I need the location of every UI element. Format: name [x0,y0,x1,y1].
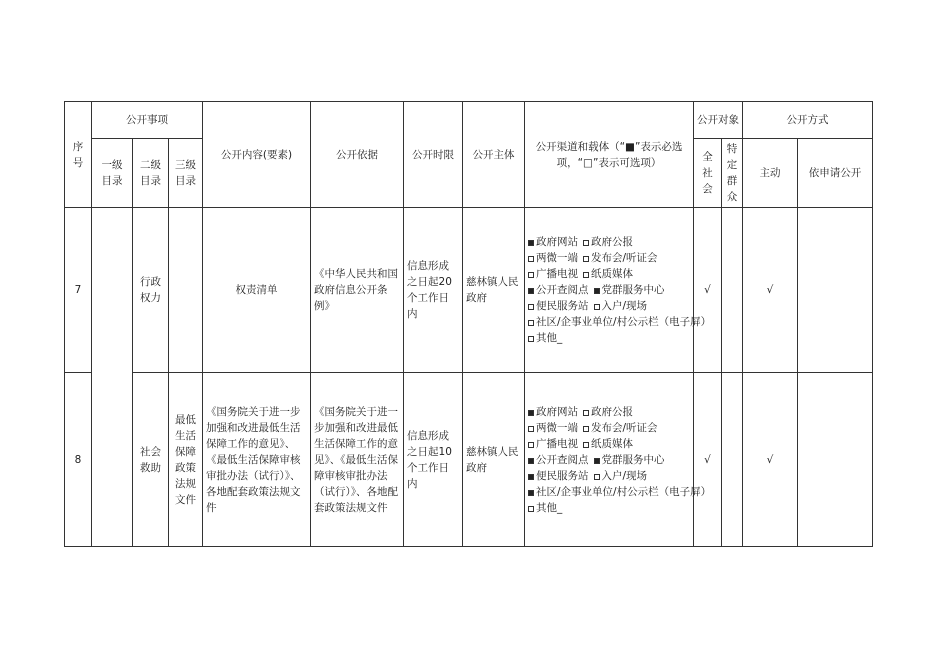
header-target-all: 全社会 [694,139,722,208]
channel-option [528,406,578,418]
unchecked-box-icon [528,336,534,342]
unchecked-box-icon [583,410,589,416]
channel-option [528,422,578,434]
channel-option-label: 党群服务中心 [601,453,665,466]
row-time-limit: 信息形成之日起10个工作日内 [404,373,463,547]
row-seq: 8 [65,373,92,547]
channel-option [594,300,648,312]
header-subject: 公开主体 [463,102,525,208]
row-subject: 慈林镇人民政府 [463,373,525,547]
channel-option-label: 发布会/听证会 [591,421,658,434]
table-row [65,373,873,547]
row-channels [525,373,712,547]
channel-option-label: 纸质媒体 [591,437,634,450]
channel-option-label: 公开查阅点 [536,284,589,296]
channel-option [528,438,578,450]
header-method-request: 依申请公开 [798,139,873,208]
channel-option-label: 其他_ [536,501,563,514]
channel-option [528,236,578,248]
row-subject: 慈林镇人民政府 [463,208,525,373]
channel-line [528,330,690,346]
unchecked-box-icon [583,256,589,262]
channel-option [528,316,711,328]
row-basis: 《国务院关于进一步加强和改进最低生活保障工作的意见》、《最低生活保障审核审批办法（试行）》、各地配套政策法规文件 [311,373,404,547]
channel-line [528,234,690,250]
checked-box-icon [594,458,600,464]
checked-box-icon [528,490,534,496]
channel-option-label: 纸质媒体 [591,268,634,280]
unchecked-box-icon [528,272,534,278]
channel-option-label: 党群服务中心 [601,284,665,296]
row-level2: 社会救助 [133,373,169,547]
checked-box-icon [594,288,600,294]
disclosure-table [64,101,873,547]
unchecked-box-icon [528,256,534,262]
channel-option [528,284,589,296]
channel-line [528,298,690,314]
row-channels [525,208,712,373]
checked-box-icon [528,410,534,416]
unchecked-box-icon [528,320,534,326]
channel-option [583,252,658,264]
channel-line [528,468,690,484]
checked-box-icon [528,240,534,246]
channel-option-label: 公开查阅点 [536,453,589,466]
channel-line [528,314,712,330]
channel-option [583,422,658,434]
header-target: 公开对象 [694,102,743,139]
channel-option-label: 社区/企事业单位/村公示栏（电子屏） [536,316,712,328]
channel-option-label: 发布会/听证会 [591,252,658,264]
checked-box-icon [528,458,534,464]
unchecked-box-icon [583,272,589,278]
channel-option-label: 广播电视 [536,268,579,280]
table-row [65,208,873,373]
row-level1 [92,208,133,547]
row-target-all: √ [694,373,722,547]
channel-option [583,406,633,418]
channel-line [528,484,712,500]
row-method-active: √ [743,208,798,373]
channel-option [583,438,633,450]
channel-option-label: 便民服务站 [536,469,589,482]
row-method-active: √ [743,373,798,547]
row-content: 《国务院关于进一步加强和改进最低生活保障工作的意见》、《最低生活保障审核审批办法（试行）》、各地配套政策法规文件 [203,373,311,547]
unchecked-box-icon [583,426,589,432]
channel-option-label: 便民服务站 [536,300,589,312]
row-level2: 行政权力 [133,208,169,373]
header-seq: 序号 [65,102,92,208]
row-time-limit: 信息形成之日起20个工作日内 [404,208,463,373]
header-method-active: 主动 [743,139,798,208]
checked-box-icon [528,474,534,480]
header-row-1 [65,102,873,139]
unchecked-box-icon [528,442,534,448]
channel-option-label: 政府公报 [591,405,634,418]
channel-option [528,470,589,482]
channel-line [528,500,690,516]
unchecked-box-icon [528,426,534,432]
channel-line [528,250,690,266]
channel-option-label: 政府公报 [591,236,634,248]
channel-option-label: 政府网站 [536,236,579,248]
header-method: 公开方式 [743,102,873,139]
channel-option [583,236,633,248]
channel-option [594,470,648,482]
header-level3: 三级目录 [169,139,203,208]
channel-line [528,436,690,452]
row-level3 [169,208,203,373]
row-target-specific [722,208,743,373]
row-method-request [798,208,873,373]
channel-option [583,268,633,280]
channel-option [528,454,589,466]
channel-line [528,266,690,282]
row-basis: 《中华人民共和国政府信息公开条例》 [311,208,404,373]
channel-option-label: 入户/现场 [601,469,648,482]
channel-option [528,502,562,514]
header-target-specific: 特定群众 [722,139,743,208]
unchecked-box-icon [528,304,534,310]
row-seq: 7 [65,208,92,373]
header-level2: 二级目录 [133,139,169,208]
row-level3: 最低生活保障政策法规文件 [169,373,203,547]
channel-option [528,332,562,344]
row-target-all: √ [694,208,722,373]
row-target-specific [722,373,743,547]
channel-option-label: 两微一端 [536,252,579,264]
unchecked-box-icon [528,506,534,512]
channel-line [528,404,690,420]
unchecked-box-icon [594,304,600,310]
channel-option [594,454,665,466]
unchecked-box-icon [594,474,600,480]
channel-option-label: 广播电视 [536,437,579,450]
channel-option-label: 两微一端 [536,421,579,434]
row-content: 权责清单 [203,208,311,373]
header-time-limit: 公开时限 [404,102,463,208]
channel-option [528,300,589,312]
unchecked-box-icon [583,442,589,448]
unchecked-box-icon [583,240,589,246]
channel-option-label: 政府网站 [536,405,579,418]
channel-option-label: 其他_ [536,332,563,344]
channel-option-label: 社区/企事业单位/村公示栏（电子屏） [536,485,712,498]
channel-line [528,282,690,298]
header-content: 公开内容(要素) [203,102,311,208]
channel-option [528,252,578,264]
channel-option [528,268,578,280]
header-basis: 公开依据 [311,102,404,208]
channel-line [528,420,690,436]
header-items: 公开事项 [92,102,203,139]
header-channels: 公开渠道和载体（“■”表示必选项，“□”表示可选项） [525,102,694,208]
channel-option [594,284,665,296]
channel-line [528,452,690,468]
channel-option [528,486,711,498]
checked-box-icon [528,288,534,294]
row-method-request [798,373,873,547]
channel-option-label: 入户/现场 [601,300,648,312]
header-level1: 一级目录 [92,139,133,208]
